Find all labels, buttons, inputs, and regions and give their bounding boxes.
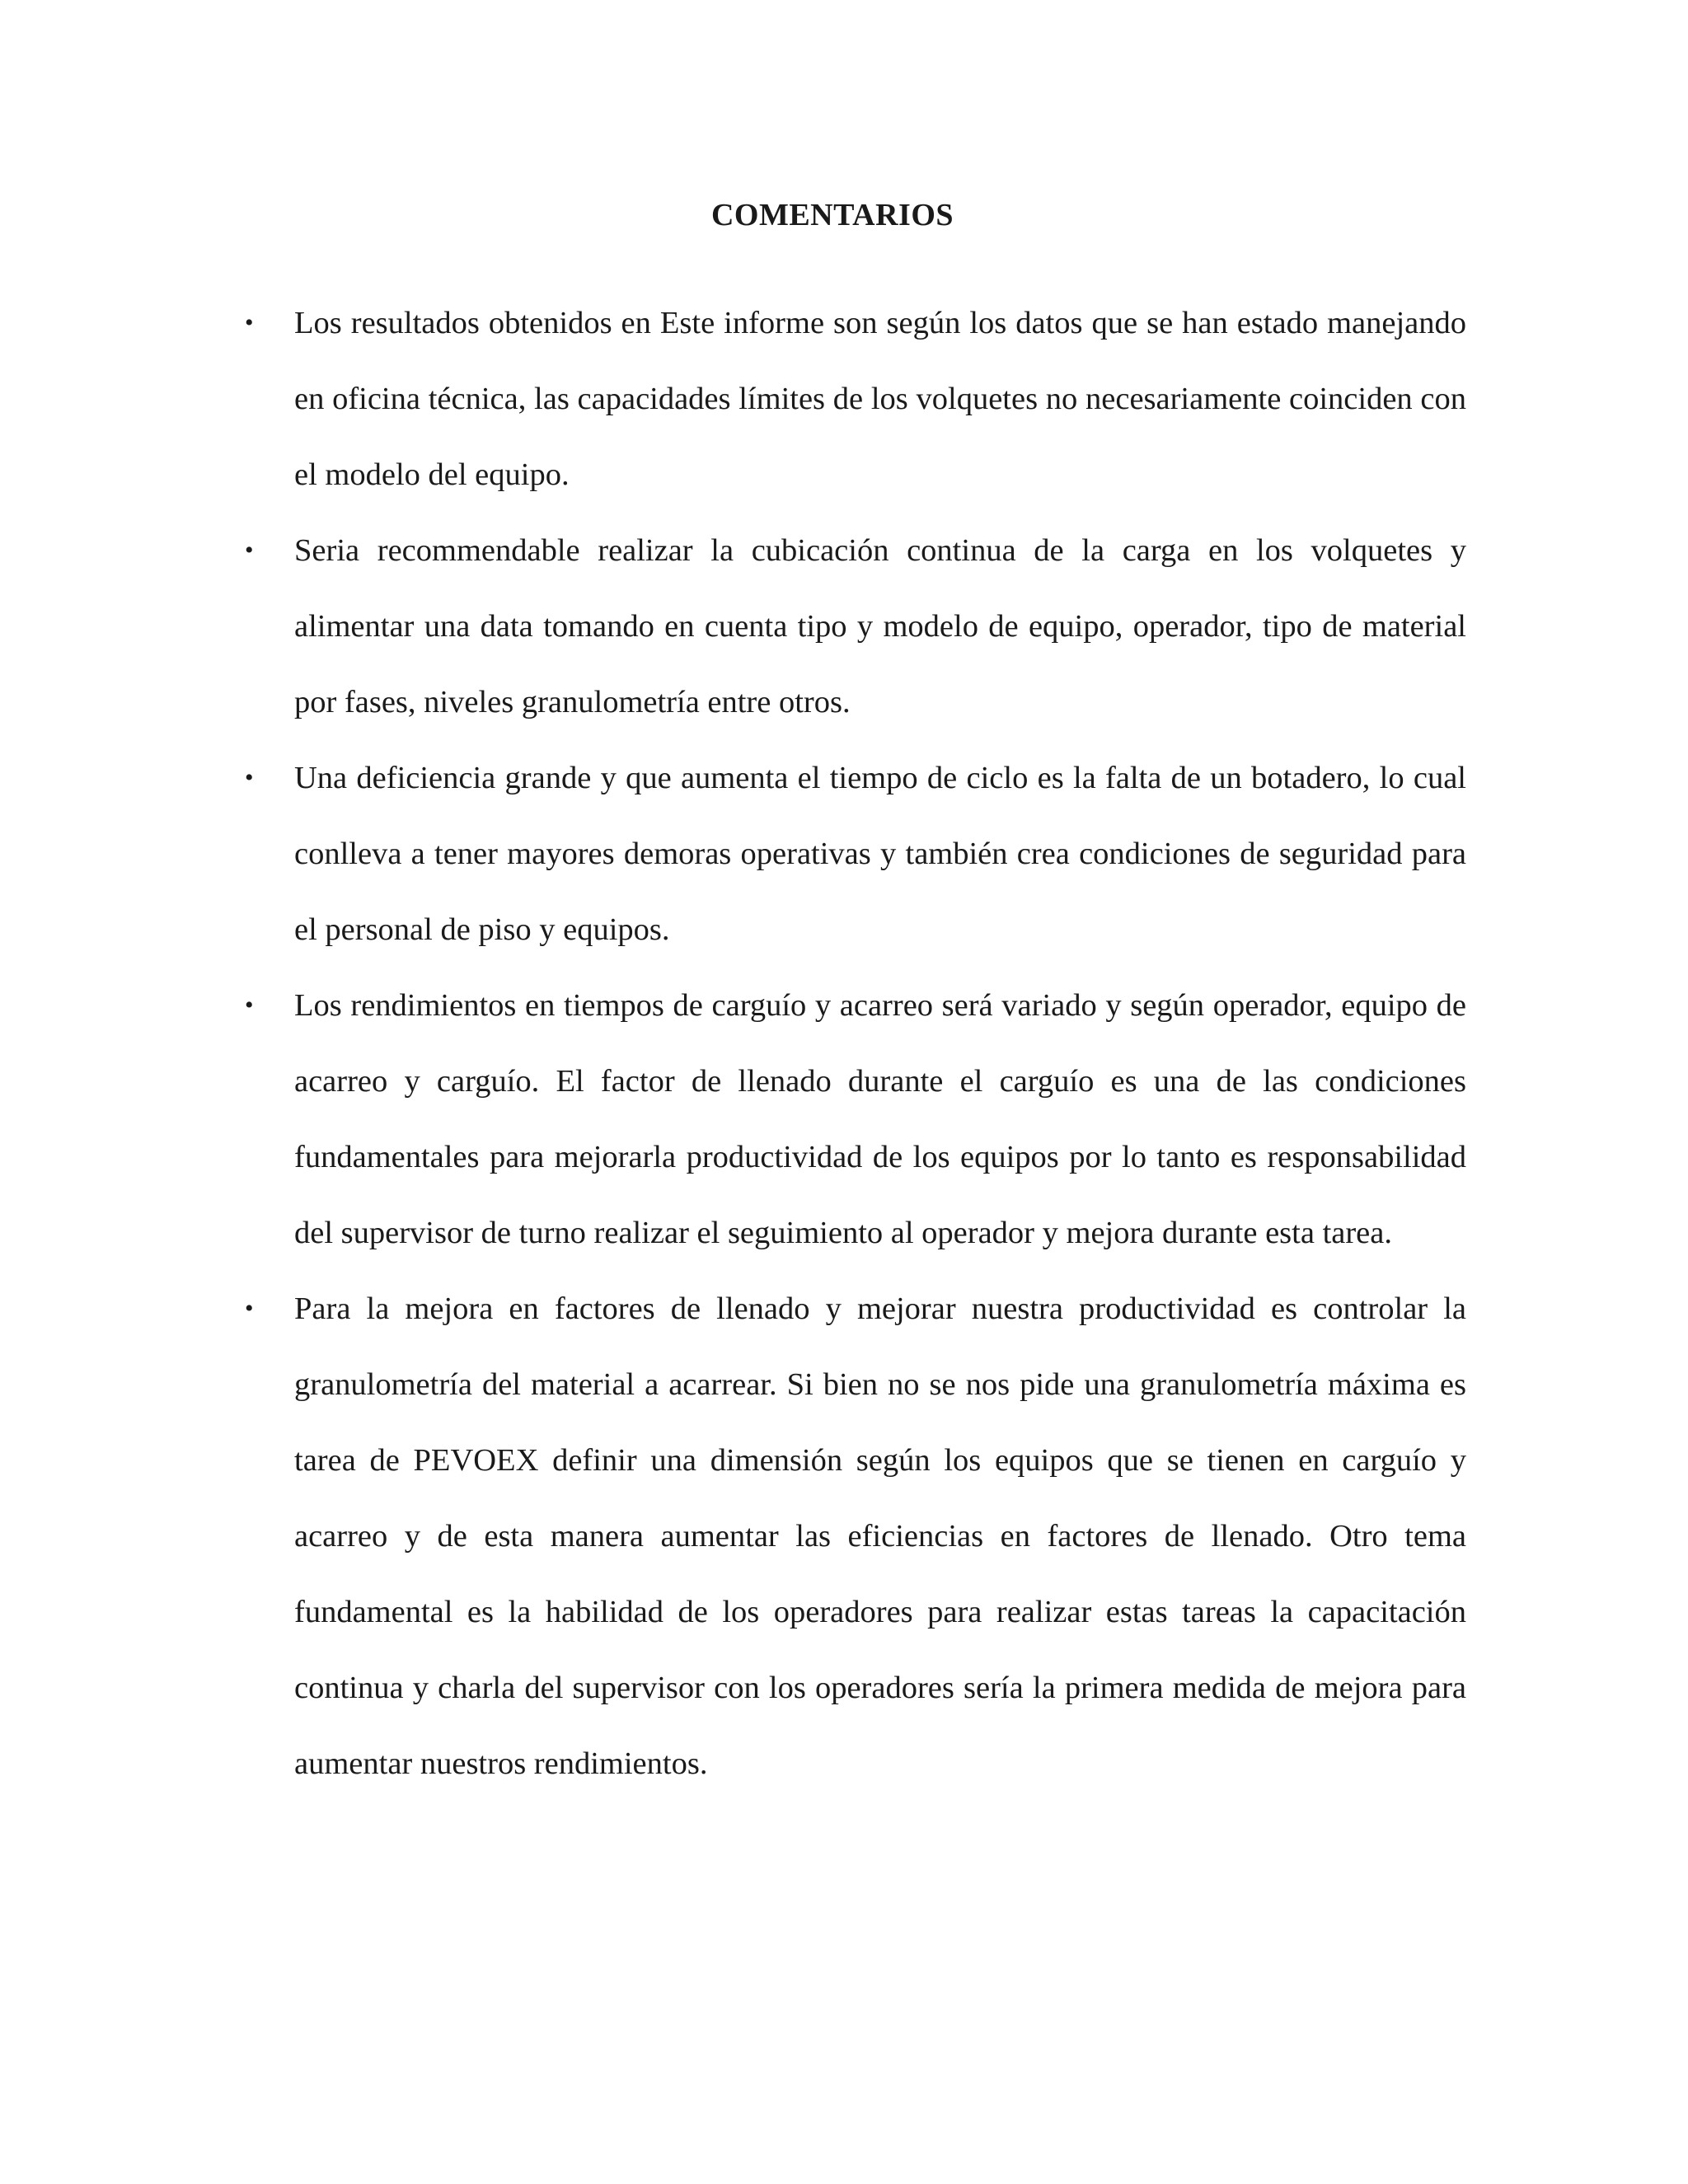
list-item-text: Los rendimientos en tiempos de carguío y acarreo será variado y según operador, equipo de acarreo y carguío. El factor de llenado durante el carguío es una de las condiciones fundamentales para mejorarla productividad de los equipos por lo tanto es responsabilidad del supervisor de turno realizar el seguimiento al operador y mejora durante esta tarea. — [294, 988, 1466, 1250]
comments-list — [245, 285, 1466, 1802]
list-item-text: Una deficiencia grande y que aumenta el tiempo de ciclo es la falta de un botadero, lo cual conlleva a tener mayores demoras operativas y también crea condiciones de seguridad para el personal de piso y equipos. — [294, 761, 1466, 947]
list-item-text: Seria recommendable realizar la cubicación continua de la carga en los volquetes y alimentar una data tomando en cuenta tipo y modelo de equipo, operador, tipo de material por fases, niveles granulometría entre otros. — [294, 533, 1466, 719]
page-title: COMENTARIOS — [710, 198, 954, 232]
list-item-text: Para la mejora en factores de llenado y mejorar nuestra productividad es controlar la granulometría del material a acarrear. Si bien no se nos pide una granulometría máxima es tarea de PEVOEX definir una dimensión según los equipos que se tienen en carguío y acarreo y de esta manera aumentar las eficiencias en factores de llenado. Otro tema fundamental es la habilidad de los operadores para realizar estas tareas la capacitación continua y charla del supervisor con los operadores sería la primera medida de mejora para aumentar nuestros rendimientos. — [294, 1291, 1466, 1781]
list-item — [245, 968, 1466, 1271]
bullet-icon: • — [245, 764, 254, 791]
bullet-icon: • — [245, 309, 254, 336]
bullet-icon: • — [245, 1295, 254, 1322]
list-item — [245, 740, 1466, 968]
bullet-icon: • — [245, 537, 254, 564]
list-item — [245, 1271, 1466, 1802]
bullet-icon: • — [245, 991, 254, 1019]
list-item-text: Los resultados obtenidos en Este informe son según los datos que se han estado manejando en oficina técnica, las capacidades límites de los volquetes no necesariamente coinciden con el modelo del equipo. — [294, 306, 1466, 492]
list-item — [245, 285, 1466, 513]
list-item — [245, 513, 1466, 740]
